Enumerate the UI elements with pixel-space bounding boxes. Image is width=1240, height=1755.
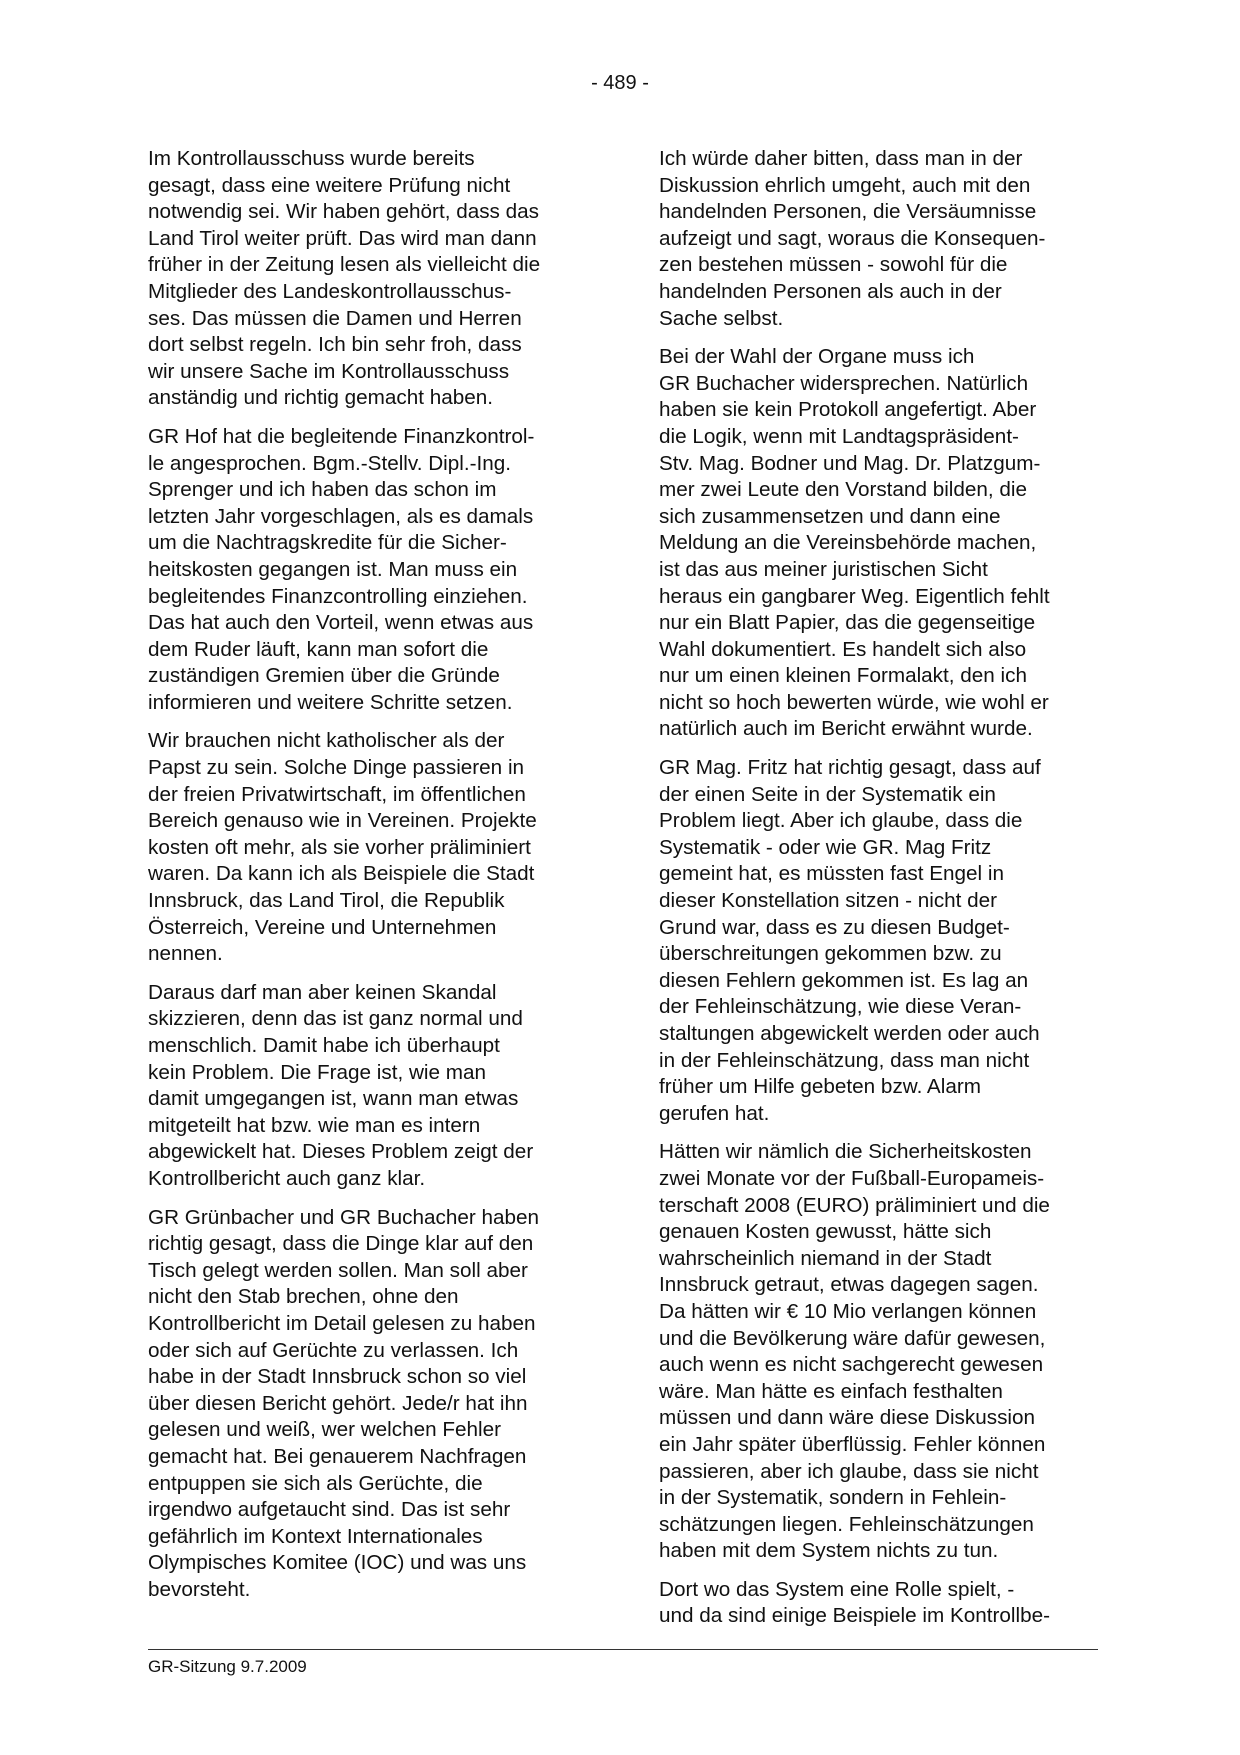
text-line: Kontrollbericht auch ganz klar. [148,1166,426,1190]
text-line: informieren und weitere Schritte setzen. [148,690,513,714]
text-line: nicht den Stab brechen, ohne den [148,1285,459,1309]
text-line: Wir brauchen nicht katholischer als der [148,729,505,753]
text-line: begleitendes Finanzcontrolling einziehen. [148,584,528,608]
text-line: überschreitungen gekommen bzw. zu [659,942,1002,966]
text-line: über diesen Bericht gehört. Jede/r hat ihn [148,1391,528,1415]
text-line: damit umgegangen ist, wann man etwas [148,1087,519,1111]
text-line: dem Ruder läuft, kann man sofort die [148,637,489,661]
paragraph [148,1205,588,1604]
text-line: gelesen und weiß, wer welchen Fehler [148,1418,502,1442]
text-line: aufzeigt und sagt, woraus die Konsequen- [659,226,1046,250]
text-line: heitskosten gegangen ist. Man muss ein [148,557,518,581]
page-number: - 489 - [591,72,649,94]
text-line: skizzieren, denn das ist ganz normal und [148,1007,523,1031]
text-line: Im Kontrollausschuss wurde bereits [148,147,475,170]
text-line: müssen und dann wäre diese Diskussion [659,1406,1036,1430]
text-line: mer zwei Leute den Vorstand bilden, die [659,478,1028,502]
text-line: Da hätten wir € 10 Mio verlangen können [659,1299,1037,1323]
paragraph [659,344,1099,743]
text-line: letzten Jahr vorgeschlagen, als es damals [148,504,534,528]
text-line: Papst zu sein. Solche Dinge passieren in [148,756,525,780]
text-line: gesagt, dass eine weitere Prüfung nicht [148,173,511,197]
text-line: passieren, aber ich glaube, dass sie nicht [659,1459,1039,1483]
text-line: der freien Privatwirtschaft, im öffentlichen [148,782,526,806]
text-line: sich zusammensetzen und dann eine [659,504,1001,528]
text-line: und da sind einige Beispiele im Kontrollbe- [659,1604,1051,1628]
text-line: menschlich. Damit habe ich überhaupt [148,1034,500,1057]
text-line: Bereich genauso wie in Vereinen. Projekte [148,809,537,833]
text-line: waren. Da kann ich als Beispiele die Stadt [148,862,535,886]
text-line: heraus ein gangbarer Weg. Eigentlich fehlt [659,584,1050,608]
text-line: terschaft 2008 (EURO) präliminiert und die [659,1193,1050,1217]
text-line: gemeint hat, es müssten fast Engel in [659,862,1004,886]
text-line: Sache selbst. [659,306,784,330]
text-line: ses. Das müssen die Damen und Herren [148,306,522,330]
text-line: abgewickelt hat. Dieses Problem zeigt der [148,1140,534,1164]
text-line: Innsbruck, das Land Tirol, die Republik [148,889,505,913]
text-line: auch wenn es nicht sachgerecht gewesen [659,1353,1044,1377]
right-column [659,146,1099,1642]
text-line: Grund war, dass es zu diesen Budget- [659,915,1010,939]
text-line: anständig und richtig gemacht haben. [148,386,494,410]
text-line: nennen. [148,942,223,966]
text-line: in der Systematik, sondern in Fehlein- [659,1486,1007,1510]
footer-session-label: GR-Sitzung 9.7.2009 [148,1657,307,1676]
text-line: schätzungen liegen. Fehleinschätzungen [659,1512,1034,1536]
left-column [148,146,588,1615]
text-line: zen bestehen müssen - sowohl für die [659,253,1008,277]
text-line: richtig gesagt, dass die Dinge klar auf den [148,1232,534,1256]
text-line: handelnden Personen als auch in der [659,279,1002,303]
text-line: ein Jahr später überflüssig. Fehler können [659,1432,1046,1456]
text-line: genauen Kosten gewusst, hätte sich [659,1220,992,1244]
text-line: zwei Monate vor der Fußball-Europameis- [659,1166,1045,1190]
text-line: handelnden Personen, die Versäumnisse [659,200,1037,224]
text-line: wir unsere Sache im Kontrollausschuss [148,359,510,383]
text-line: Das hat auch den Vorteil, wenn etwas aus [148,611,534,635]
text-line: Bei der Wahl der Organe muss ich [659,345,975,369]
text-line: Meldung an die Vereinsbehörde machen, [659,531,1037,555]
text-line: Stv. Mag. Bodner und Mag. Dr. Platzgum- [659,451,1041,475]
paragraph [659,1139,1099,1565]
paragraph [148,728,588,967]
text-line: staltungen abgewickelt werden oder auch [659,1022,1040,1045]
text-line: gemacht hat. Bei genauerem Nachfragen [148,1444,527,1468]
paragraph [659,146,1099,332]
text-line: kosten oft mehr, als sie vorher präliminiert [148,835,531,859]
text-line: nicht so hoch bewerten würde, wie wohl er [659,690,1049,714]
text-line: irgendwo aufgetaucht sind. Das ist sehr [148,1498,511,1522]
text-line: Dort wo das System eine Rolle spielt, - [659,1577,1015,1601]
text-line: Sprenger und ich haben das schon im [148,478,497,502]
text-line: Mitglieder des Landeskontrollausschus- [148,279,512,303]
paragraph [659,755,1099,1127]
text-line: Wahl dokumentiert. Es handelt sich also [659,637,1027,661]
text-line: entpuppen sie sich als Gerüchte, die [148,1471,483,1495]
text-line: habe in der Stadt Innsbruck schon so viel [148,1365,527,1389]
text-line: in der Fehleinschätzung, dass man nicht [659,1048,1030,1072]
text-line: Diskussion ehrlich umgeht, auch mit den [659,173,1031,197]
text-line: GR Hof hat die begleitende Finanzkontrol- [148,424,535,448]
text-line: GR Grünbacher und GR Buchacher haben [148,1205,539,1229]
text-line: Kontrollbericht im Detail gelesen zu haben [148,1311,536,1335]
text-line: wahrscheinlich niemand in der Stadt [659,1246,992,1270]
text-line: Problem liegt. Aber ich glaube, dass die [659,809,1023,833]
text-line: ist das aus meiner juristischen Sicht [659,557,988,581]
text-line: nur um einen kleinen Formalakt, den ich [659,664,1027,688]
text-line: gerufen hat. [659,1101,770,1125]
text-line: zuständigen Gremien über die Gründe [148,664,500,688]
text-line: dieser Konstellation sitzen - nicht der [659,889,998,913]
text-line: die Logik, wenn mit Landtagspräsident- [659,424,1019,448]
text-line: Hätten wir nämlich die Sicherheitskosten [659,1140,1032,1164]
text-line: früher in der Zeitung lesen als vielleicht die [148,253,541,277]
paragraph [148,980,588,1193]
text-line: Ich würde daher bitten, dass man in der [659,147,1023,170]
text-line: mitgeteilt hat bzw. wie man es intern [148,1113,481,1137]
text-line: gefährlich im Kontext Internationales [148,1524,483,1548]
text-line: kein Problem. Die Frage ist, wie man [148,1060,487,1084]
text-line: früher um Hilfe gebeten bzw. Alarm [659,1075,981,1099]
text-line: Tisch gelegt werden sollen. Man soll aber [148,1258,528,1282]
text-line: wäre. Man hätte es einfach festhalten [659,1379,1003,1403]
paragraph [659,1577,1099,1630]
text-line: diesen Fehlern gekommen ist. Es lag an [659,968,1029,992]
text-line: bevorsteht. [148,1577,251,1601]
text-line: Systematik - oder wie GR. Mag Fritz [659,835,992,859]
text-line: Österreich, Vereine und Unternehmen [148,915,497,939]
text-line: Olympisches Komitee (IOC) und was uns [148,1551,527,1575]
text-line: GR Mag. Fritz hat richtig gesagt, dass auf [659,756,1041,780]
text-line: Daraus darf man aber keinen Skandal [148,980,497,1004]
footer-divider [148,1649,1098,1650]
text-line: notwendig sei. Wir haben gehört, dass das [148,200,539,224]
text-line: oder sich auf Gerüchte zu verlassen. Ich [148,1338,519,1362]
text-line: nur ein Blatt Papier, das die gegenseitige [659,611,1036,635]
text-line: natürlich auch im Bericht erwähnt wurde. [659,717,1033,741]
text-line: und die Bevölkerung wäre dafür gewesen, [659,1326,1046,1350]
text-line: der Fehleinschätzung, wie diese Veran- [659,995,1022,1019]
text-line: Innsbruck getraut, etwas dagegen sagen. [659,1273,1039,1297]
text-line: GR Buchacher widersprechen. Natürlich [659,371,1029,395]
text-line: le angesprochen. Bgm.-Stellv. Dipl.-Ing. [148,451,511,475]
paragraph [148,424,588,717]
text-line: haben mit dem System nichts zu tun. [659,1539,999,1563]
text-line: haben sie kein Protokoll angefertigt. Aber [659,398,1037,422]
text-line: der einen Seite in der Systematik ein [659,782,996,806]
text-line: um die Nachtragskredite für die Sicher- [148,531,507,555]
paragraph [148,146,588,412]
text-line: dort selbst regeln. Ich bin sehr froh, dass [148,333,522,357]
text-line: Land Tirol weiter prüft. Das wird man dann [148,226,537,250]
